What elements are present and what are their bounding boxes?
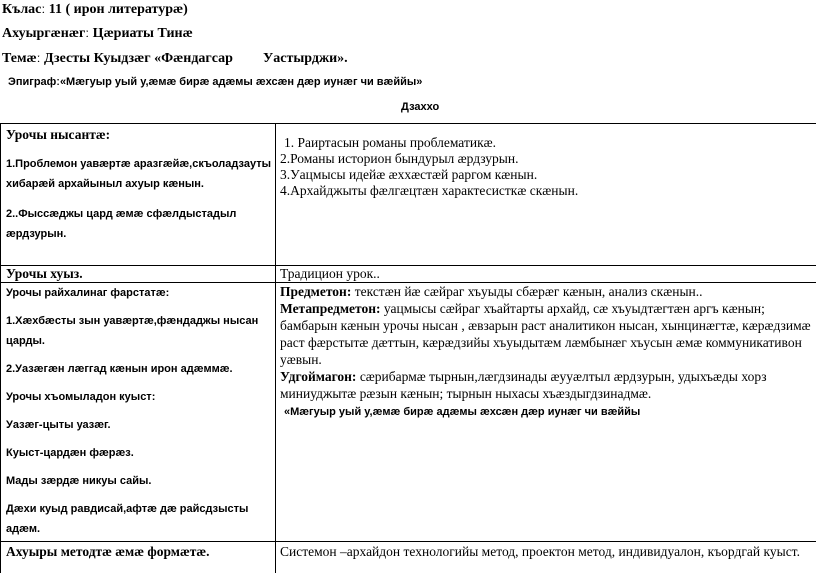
goal-item: 1. Раиртасын романы проблематикæ. [284, 135, 497, 150]
epigraph-repeat: «Мæгуыр уый у,æмæ бирæ адæмы æхсæн дæр иунæг чи вæййы [284, 406, 641, 418]
personal-label: Удгоймагон: [280, 369, 357, 384]
goal-item: 4.Архайджыты фæлгæцтæн характесисткæ скæнын. [280, 183, 579, 198]
results-left-item: Мады зæрдæ никуы сайы. [6, 475, 152, 487]
goals-label: Урочы нысантæ: [6, 127, 111, 142]
results-label: Урочы райхалинаг фарстатæ: [6, 287, 170, 299]
results-left-item: Уазæг-цыты уазæг. [6, 419, 111, 431]
results-left-item: Куыст-цардæн фæрæз. [6, 447, 134, 459]
goals-right-cell [280, 135, 810, 263]
goals-left-item: 2..Фыссæджы цард æмæ сфæлдыстадыл æрдзурын. [6, 208, 237, 240]
methods-label: Ахуыры методтæ æмæ формæтæ. [6, 544, 210, 559]
results-right-cell [280, 283, 812, 539]
topic-text-tail: Уастырджи». [262, 51, 348, 66]
meta-result [280, 300, 812, 368]
personal-result [280, 368, 812, 402]
goal-item: 2.Романы историон бындурыл æрдзурын. [280, 151, 519, 166]
results-left-item: Урочы хъомыладон куыст: [6, 391, 156, 403]
results-left-item: 2.Уазæгæн лæггад кæнын ирон адæммæ. [6, 363, 233, 375]
results-left-cell [6, 283, 272, 539]
results-left-item: Дæхи куыд равдисай,афтæ дæ райсдзысты адæм. [6, 503, 249, 535]
lesson-type-value: Традицион урок.. [280, 266, 380, 281]
goals-left-cell [6, 127, 272, 263]
lesson-table [0, 123, 816, 573]
epigraph-author: Дзаххо [401, 101, 440, 113]
goals-left-item: 1.Проблемон уавæртæ аразгæйæ,скъоладзауты хибарæй архайыныл ахуыр кæнын. [6, 158, 271, 190]
meta-text: уацмысы сæйраг хъайтарты архайд, сæ хъуыдтæгтæн аргъ кæнын; бамбарын кæнын урочы нысан , æвзарын раст аналитикон нысан, хынцинæгтæ, кæрæдзимæ раст фæрстытæ дæттын, кæрæдзийы хъуыдытæм лæмбынæг хъусын æмæ коммуникативон уæвын. [280, 301, 811, 367]
results-left-item: 1.Хæхбæсты зын уавæртæ,фæндаджы нысан царды. [6, 315, 259, 347]
subject-result [280, 283, 812, 300]
topic-line [2, 51, 348, 67]
methods-value: Системон –архайдон технологийы метод, проектон метод, индивидуалон, къордгай куыст. [280, 544, 800, 559]
teacher-line: Ахуыргæнæгː Цæриаты Тинæ [2, 26, 193, 41]
subject-label: Предметон: [280, 284, 352, 299]
subject-text: текстæн йæ сæйраг хъуыды сбæрæг кæнын, анализ скæнын.. [354, 284, 703, 299]
class-line: Къласː 11 ( ирон литературæ) [2, 2, 188, 17]
epigraph-line: Эпиграфː«Мæгуыр уый у,æмæ бирæ адæмы æхсæн дæр иунæг чи вæййы» [8, 76, 423, 88]
topic-text: Темæː Дзесты Куыдзæг «Фæндагсар [2, 51, 233, 66]
meta-label: Метапредметон: [280, 301, 381, 316]
personal-text: сæрибармæ тырнын,лæгдзинады æууæлтыл æрдзурын, удыхъæды хорз миниуджытæ рæзын кæнын; тырнын ныхасы хъæздыгдзинадмæ. [280, 369, 767, 401]
goal-item: 3.Уацмысы идейæ æххæстæй раргом кæнын. [280, 167, 538, 182]
lesson-type-label: Урочы хуыз. [6, 266, 83, 281]
